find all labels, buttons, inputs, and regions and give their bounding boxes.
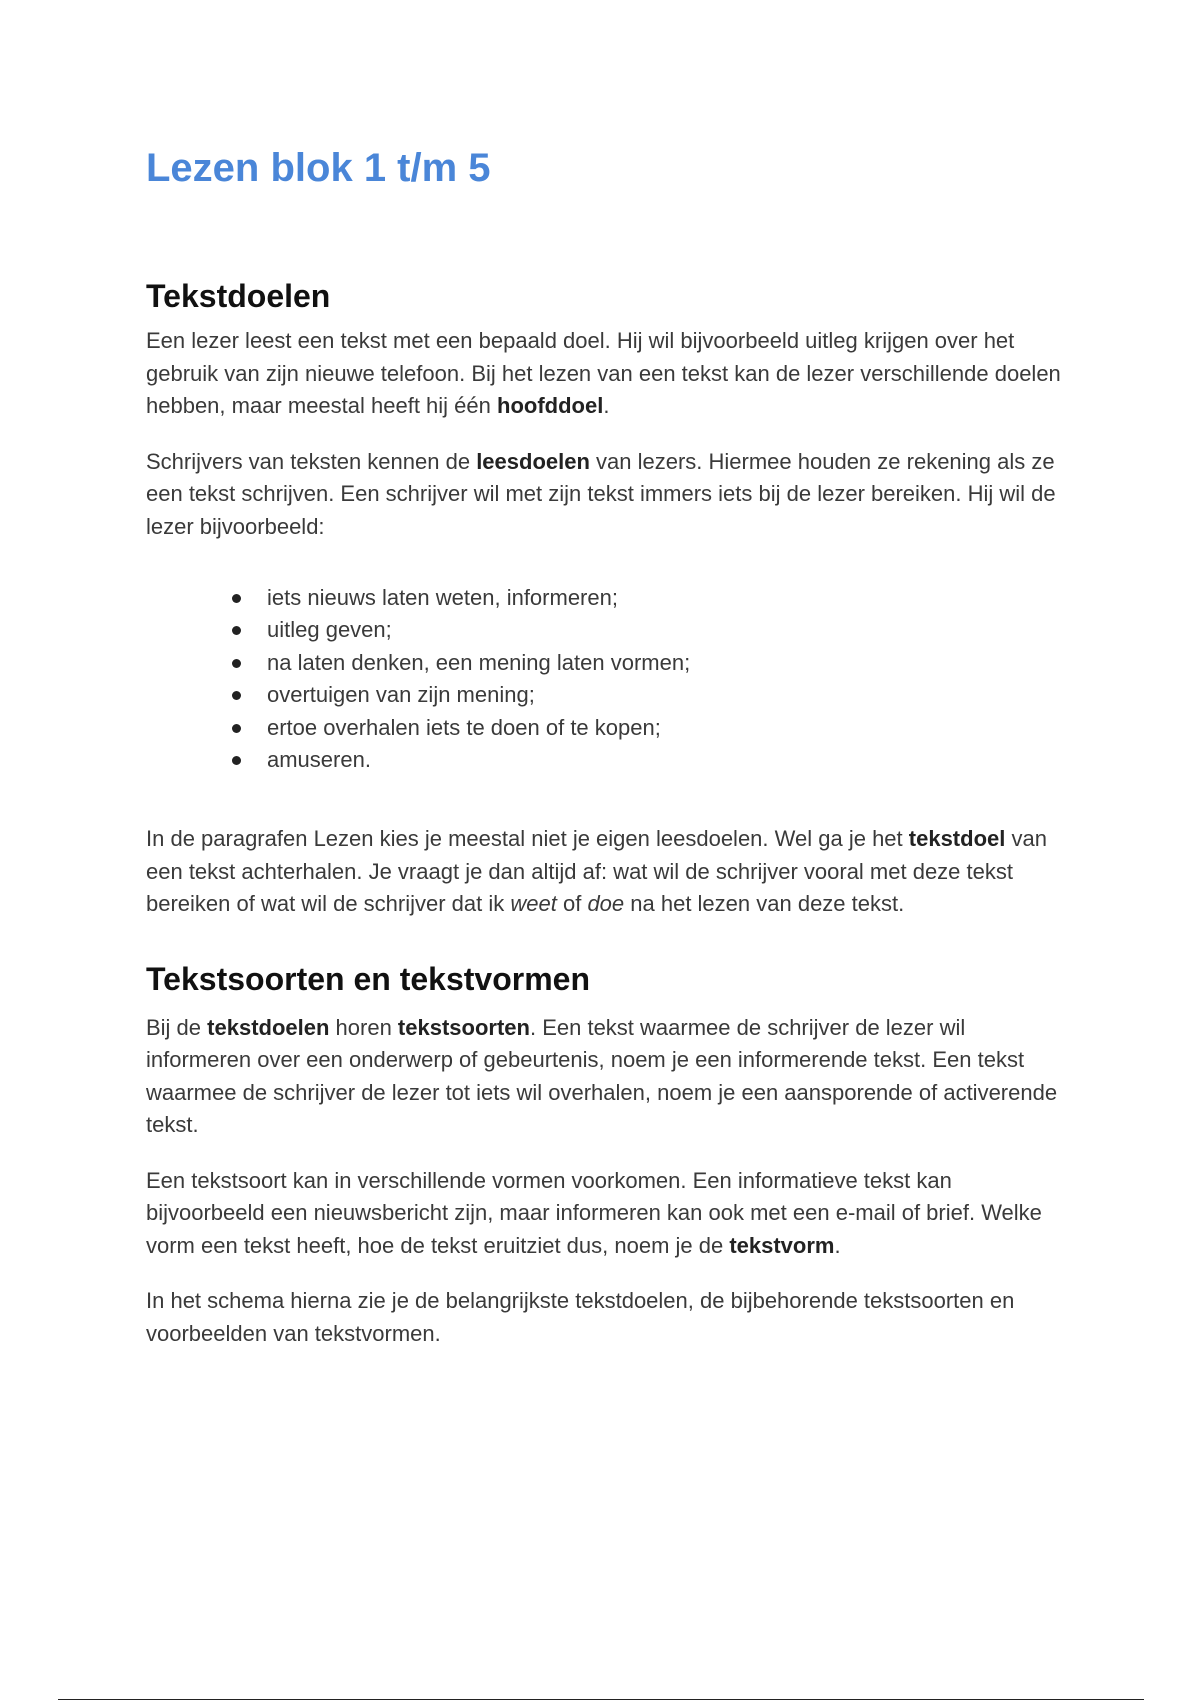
bold-term-leesdoelen: leesdoelen — [476, 448, 590, 474]
list-item: uitleg geven; — [146, 614, 1066, 646]
paragraph-tekstsoorten: Bij de tekstdoelen horen tekstsoorten. Een tekst waarmee de schrijver de lezer wil informeren over een onderwerp of gebeurtenis, noem je een informerende tekst. Een tekst waarmee de schrijver de lezer tot iets wil overhalen, noem je een aansporende of activerende tekst. — [146, 1014, 1058, 1138]
bold-term-tekstsoorten: tekstsoorten — [397, 1014, 530, 1040]
list-item: amuseren. — [146, 744, 1066, 776]
list-item: ertoe overhalen iets te doen of te kopen; — [146, 712, 1066, 744]
bullet-icon — [232, 626, 241, 635]
document-title: Lezen blok 1 t/m 5 — [146, 146, 491, 190]
paragraph-tekstdoel-achterhalen: In de paragrafen Lezen kies je meestal niet je eigen leesdoelen. Wel ga je het tekstdoel van een tekst achterhalen. Je vraagt je dan altijd af: wat wil de schrijver vooral met deze tekst bereiken of wat wil de schrijver dat ik weet of doe na het lezen van deze tekst. — [146, 826, 1047, 917]
section-heading-tekstdoelen: Tekstdoelen — [146, 278, 331, 314]
bold-term-tekstvorm: tekstvorm — [729, 1232, 835, 1258]
bullet-icon — [232, 659, 241, 668]
section-heading-tekstsoorten: Tekstsoorten en tekstvormen — [146, 960, 590, 997]
bullet-icon — [232, 691, 241, 700]
paragraph-lezer-doel: Een lezer leest een tekst met een bepaald doel. Hij wil bijvoorbeeld uitleg krijgen over het gebruik van zijn nieuwe telefoon. Bij het lezen van een tekst kan de lezer verschillende doelen hebben, maar meestal heeft hij één hoofddoel. — [146, 328, 1061, 418]
bold-term-tekstdoel: tekstdoel — [908, 826, 1006, 852]
list-item: overtuigen van zijn mening; — [146, 679, 1066, 711]
list-item: na laten denken, een mening laten vormen; — [146, 647, 1066, 679]
italic-weet: weet — [510, 891, 557, 917]
list-item: iets nieuws laten weten, informeren; — [146, 582, 1066, 614]
paragraph-tekstvorm: Een tekstsoort kan in verschillende vormen voorkomen. Een informatieve tekst kan bijvoorbeeld een nieuwsbericht zijn, maar informeren kan ook met een e-mail of brief. Welke vorm een tekst heeft, hoe de tekst eruitziet dus, noem je de tekstvorm. — [146, 1167, 1042, 1258]
italic-doe: doe — [587, 891, 625, 917]
paragraph-schrijvers-leesdoelen: Schrijvers van teksten kennen de leesdoelen van lezers. Hiermee houden ze rekening als ze een tekst schrijven. Een schrijver wil met zijn tekst immers iets bij de lezer bereiken. Hij wil de lezer bijvoorbeeld: — [146, 448, 1056, 539]
bold-term-hoofddoel: hoofddoel — [497, 393, 604, 418]
bullet-icon — [232, 594, 241, 603]
paragraph-schema: In het schema hierna zie je de belangrijkste tekstdoelen, de bijbehorende tekstsoorten en voorbeelden van tekstvormen. — [146, 1288, 1015, 1346]
document-page — [146, 140, 1066, 1350]
goals-bullet-list — [146, 582, 1066, 776]
bullet-icon — [232, 756, 241, 765]
bullet-icon — [232, 724, 241, 733]
bold-term-tekstdoelen: tekstdoelen — [207, 1014, 330, 1040]
